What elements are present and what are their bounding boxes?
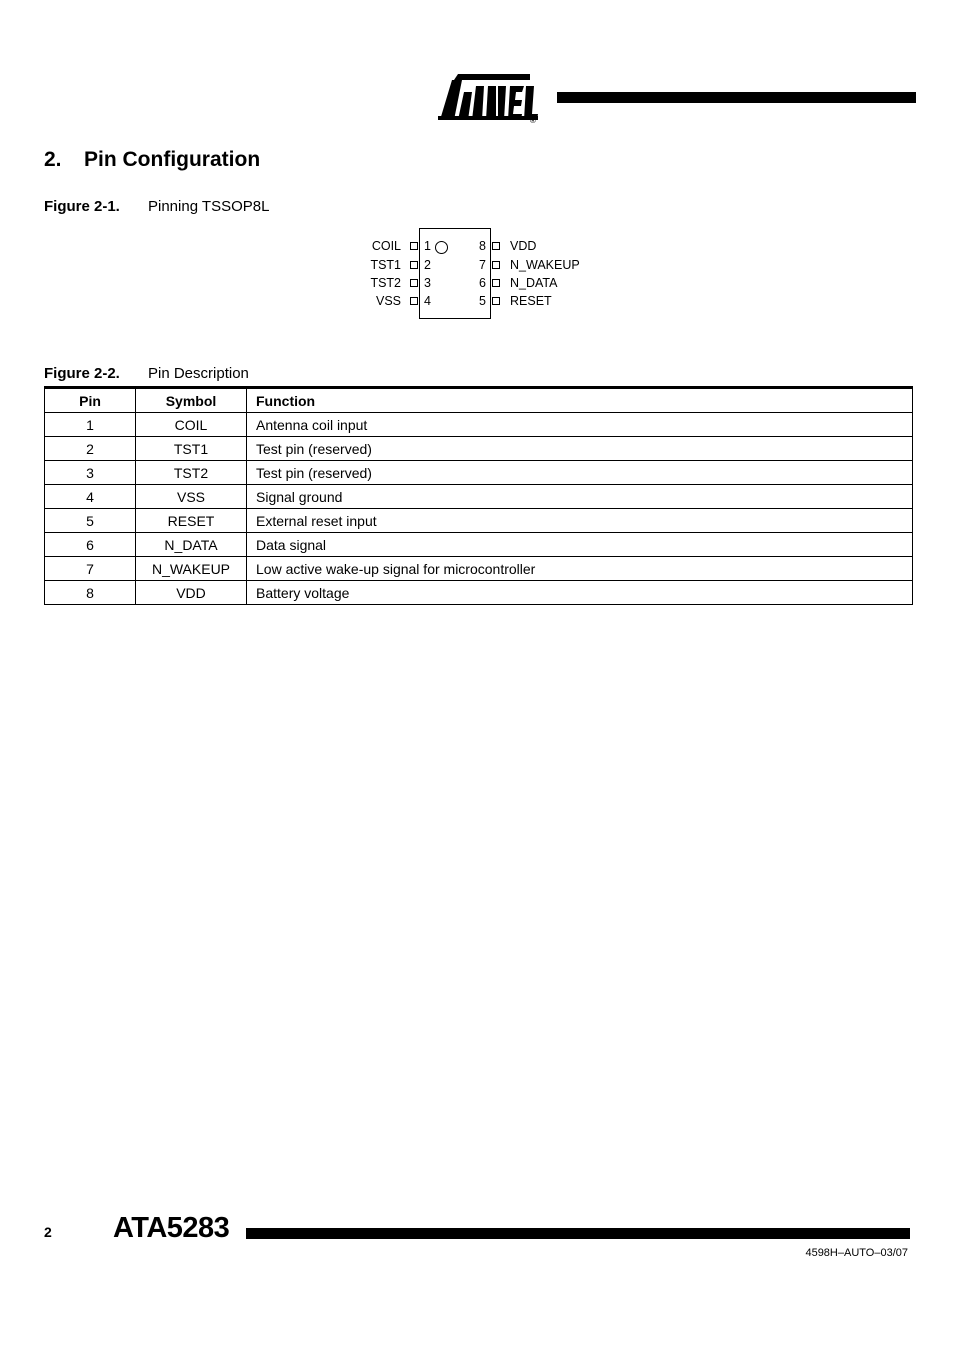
pin-number: 6: [479, 276, 486, 290]
cell-pin: 7: [45, 557, 136, 581]
pin-left-4: [340, 294, 431, 308]
table-row: [45, 413, 913, 437]
cell-symbol: N_DATA: [136, 533, 247, 557]
pin-pad: [492, 242, 500, 250]
pin-name: VSS: [375, 294, 401, 308]
pin-pad: [492, 279, 500, 287]
figure-label: Figure 2-2.: [44, 365, 120, 382]
figure-caption: [44, 365, 249, 382]
pin-right-6: [479, 276, 620, 290]
pin-pad: [410, 297, 418, 305]
cell-pin: 8: [45, 581, 136, 605]
cell-pin: 4: [45, 485, 136, 509]
section-heading: [44, 148, 260, 172]
header-pin: Pin: [45, 388, 136, 413]
pin-right-5: [479, 294, 620, 308]
figure-caption: [44, 198, 269, 215]
pin-pad: [492, 297, 500, 305]
registered-mark: ®: [530, 116, 536, 124]
figure-caption-text: Pinning TSSOP8L: [148, 198, 270, 215]
cell-symbol: TST2: [136, 461, 247, 485]
cell-function: Test pin (reserved): [247, 437, 913, 461]
header-rule: [557, 92, 916, 103]
cell-symbol: COIL: [136, 413, 247, 437]
pin-name: COIL: [371, 239, 401, 253]
cell-pin: 2: [45, 437, 136, 461]
cell-symbol: TST1: [136, 437, 247, 461]
cell-function: External reset input: [247, 509, 913, 533]
pin-pad: [492, 261, 500, 269]
pin-number: 1: [424, 239, 431, 253]
figure-label: Figure 2-1.: [44, 198, 120, 215]
cell-pin: 3: [45, 461, 136, 485]
table-row: [45, 581, 913, 605]
footer-rule: [246, 1228, 910, 1239]
atmel-logo: [438, 72, 542, 124]
cell-symbol: VSS: [136, 485, 247, 509]
figure-caption-text: Pin Description: [148, 365, 249, 382]
pin-number: 5: [479, 294, 486, 308]
table-row: [45, 461, 913, 485]
cell-pin: 1: [45, 413, 136, 437]
cell-function: Antenna coil input: [247, 413, 913, 437]
pin-name: VDD: [510, 239, 537, 253]
cell-pin: 5: [45, 509, 136, 533]
pin-description-table: [44, 386, 913, 605]
table-row: [45, 485, 913, 509]
pin-number: 8: [479, 239, 486, 253]
cell-function: Low active wake-up signal for microcontroller: [247, 557, 913, 581]
section-number: 2.: [44, 148, 62, 171]
pin-name: N_DATA: [510, 276, 558, 290]
cell-symbol: VDD: [136, 581, 247, 605]
page-number: 2: [44, 1224, 52, 1240]
pinout-diagram: [340, 222, 620, 328]
cell-function: Battery voltage: [247, 581, 913, 605]
table-row: [45, 437, 913, 461]
header-symbol: Symbol: [136, 388, 247, 413]
pin-right-7: [479, 258, 620, 272]
pin-number: 3: [424, 276, 431, 290]
pin-name: N_WAKEUP: [510, 258, 580, 272]
pin-name: RESET: [510, 294, 552, 308]
cell-function: Signal ground: [247, 485, 913, 509]
cell-function: Test pin (reserved): [247, 461, 913, 485]
pin-pad: [410, 279, 418, 287]
pin-left-3: [340, 276, 431, 290]
document-title: ATA5283: [113, 1212, 230, 1244]
cell-symbol: RESET: [136, 509, 247, 533]
pin-number: 2: [424, 258, 431, 272]
table-row: [45, 509, 913, 533]
pin-pad: [410, 242, 418, 250]
pin-name: TST1: [370, 258, 401, 272]
cell-pin: 6: [45, 533, 136, 557]
pin-number: 4: [424, 294, 431, 308]
pin-left-1: [340, 239, 431, 253]
pin-name: TST2: [370, 276, 401, 290]
pin1-marker: [435, 241, 448, 254]
header-function: Function: [247, 388, 913, 413]
cell-symbol: N_WAKEUP: [136, 557, 247, 581]
cell-function: Data signal: [247, 533, 913, 557]
document-code: 4598H–AUTO–03/07: [805, 1247, 908, 1259]
pin-pad: [410, 261, 418, 269]
table-row: [45, 533, 913, 557]
table-row: [45, 557, 913, 581]
pin-number: 7: [479, 258, 486, 272]
pin-left-2: [340, 258, 431, 272]
pin-right-8: [479, 239, 620, 253]
section-title: Pin Configuration: [84, 148, 261, 171]
table-header-row: [45, 388, 913, 413]
atmel-logo-graphic: [438, 72, 542, 124]
